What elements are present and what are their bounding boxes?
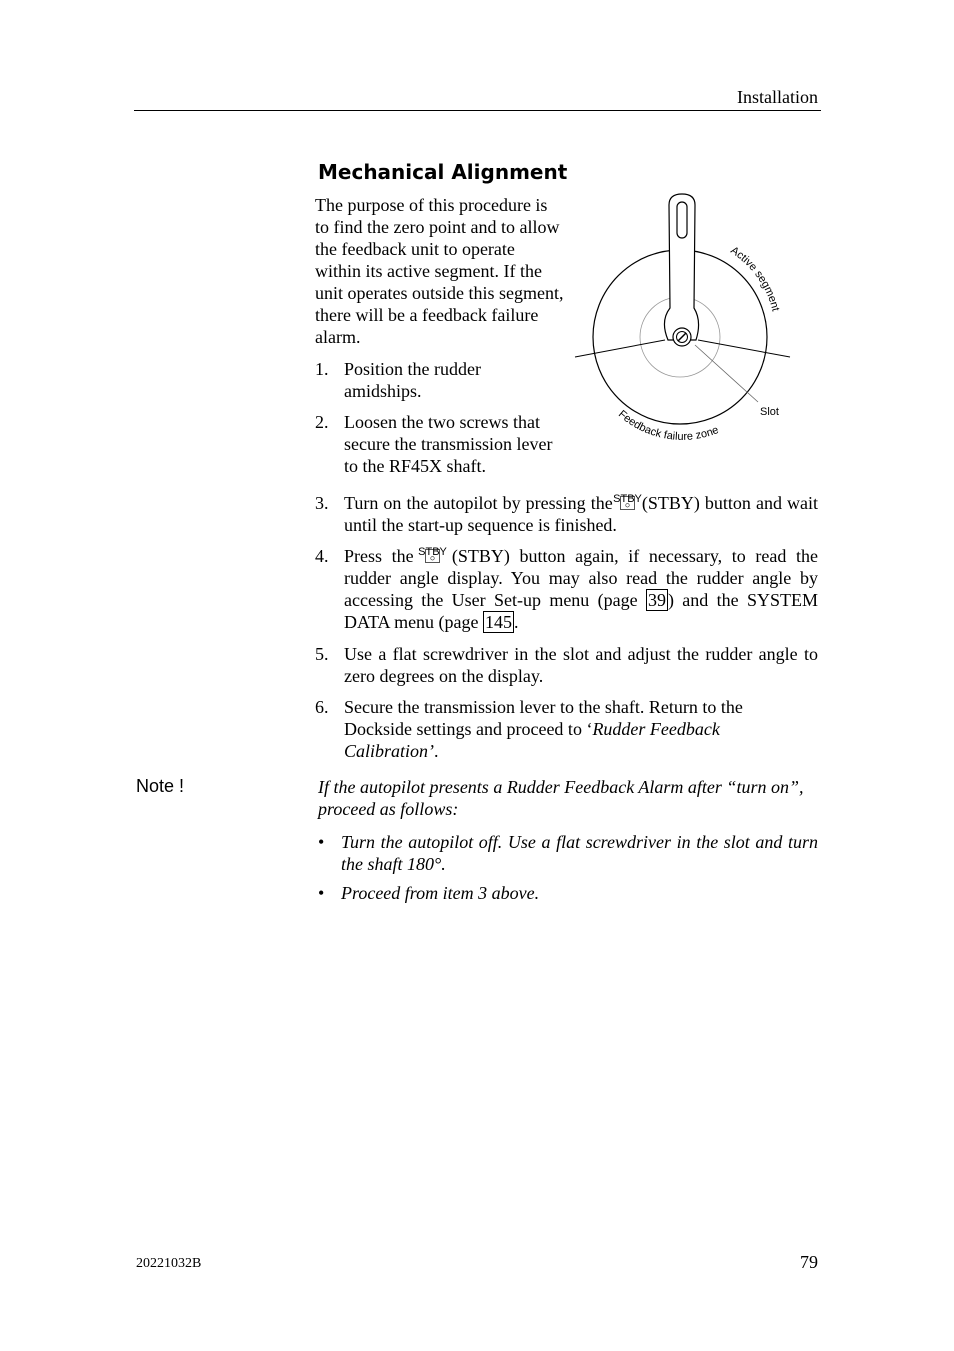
svg-text:STBY: STBY <box>612 493 642 505</box>
step-6 <box>315 696 818 762</box>
bullet-icon: • <box>318 832 325 852</box>
note-text: If the autopilot presents a Rudder Feedback Alarm after “turn on”, proceed as follows: <box>318 777 804 819</box>
page-ref-link[interactable]: 145 <box>485 612 513 632</box>
step-2 <box>315 411 575 477</box>
stby-key-icon <box>418 546 448 563</box>
step-number: 6. <box>315 697 329 717</box>
running-header: Installation <box>737 87 818 107</box>
stby-key-icon <box>612 493 642 510</box>
section-title: Mechanical Alignment <box>318 160 568 184</box>
step-text: Turn on the autopilot by pressing the STBY (STBY) button and wait until the start-up sequence is finished. <box>344 493 818 535</box>
step-4 <box>315 545 818 635</box>
step-text: Position the rudder amidships. <box>344 359 481 401</box>
page-number: 79 <box>800 1252 818 1272</box>
svg-text:STBY: STBY <box>418 546 448 558</box>
feedback-failure-zone-label: Feedback failure zone <box>615 408 721 443</box>
bullet-icon: • <box>318 883 325 903</box>
bullet-text: Turn the autopilot off. Use a flat screwdriver in the slot and turn the shaft 180°. <box>341 832 818 874</box>
bullet-text: Proceed from item 3 above. <box>341 883 540 903</box>
step-number: 2. <box>315 412 329 432</box>
step-text: Loosen the two screws that secure the transmission lever to the RF45X shaft. <box>344 412 553 476</box>
feedback-unit-diagram <box>570 190 800 460</box>
active-segment-label: Active segment <box>728 244 782 313</box>
step-5 <box>315 643 818 687</box>
note-bullet <box>318 882 818 904</box>
step-number: 4. <box>315 546 329 566</box>
step-1 <box>315 358 575 402</box>
step-text: Secure the transmission lever to the shaft. Return to the Dockside settings and proceed to ‘Rudder Feedback Calibration’. <box>344 697 743 761</box>
step-number: 1. <box>315 359 329 379</box>
note-label: Note ! <box>136 776 185 796</box>
step-text: Press the STBY (STBY) button again, if necessary, to read the rudder angle display. You may also read the rudder angle by accessing the User Set-up menu (page 39 ) and the SYSTEM DATA menu (page 145 . <box>344 546 819 632</box>
note-bullet <box>318 831 818 875</box>
step-3 <box>315 492 818 536</box>
intro-paragraph: The purpose of this procedure is to find the zero point and to allow the feedback unit to operate within its active segment. If the unit operates outside this segment, there will be a feedback failure alarm. <box>315 195 564 347</box>
document-code: 20221032B <box>136 1256 202 1271</box>
header-divider <box>134 110 821 111</box>
step-number: 3. <box>315 493 329 513</box>
step-number: 5. <box>315 644 329 664</box>
step-text: Use a flat screwdriver in the slot and adjust the rudder angle to zero degrees on the display. <box>344 644 818 686</box>
page-ref-link[interactable]: 39 <box>647 590 666 610</box>
slot-label: Slot <box>760 406 779 418</box>
